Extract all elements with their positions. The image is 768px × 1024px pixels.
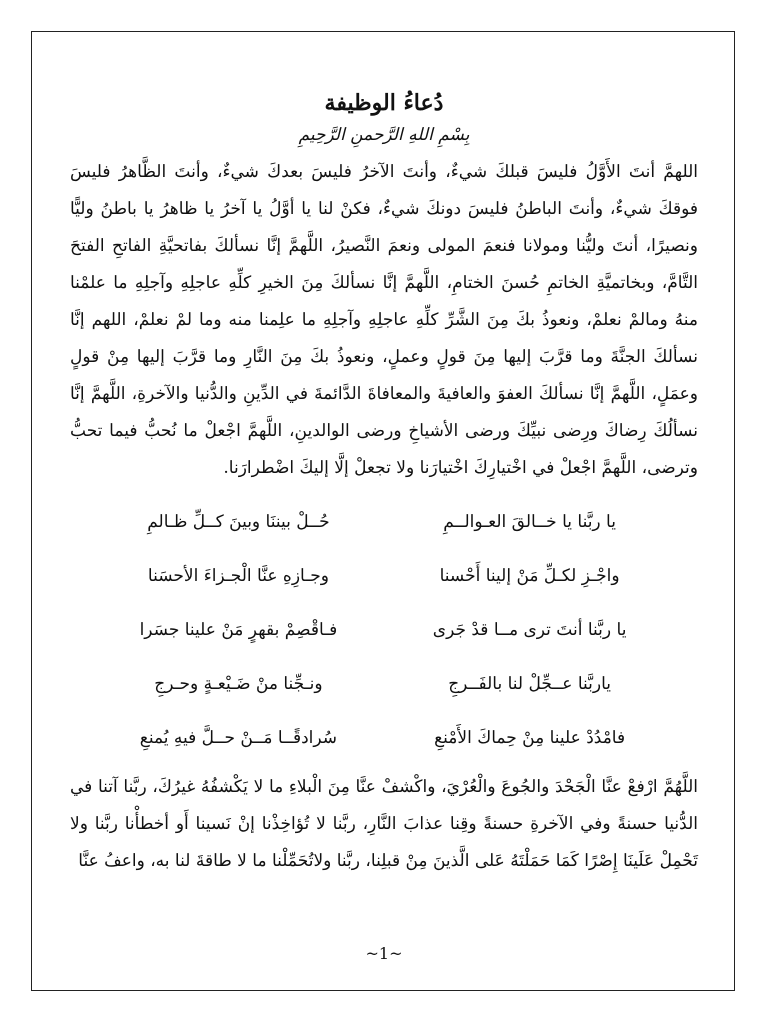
poem-hemistich-left: ونـجِّنا منْ ضَـيْعـةٍ وحـرجِ [154, 674, 323, 694]
poem-hemistich-right: يا ربَّنا أنتَ ترى مــا قدْ جَرى [432, 620, 627, 640]
poem-line [104, 549, 664, 603]
poem-hemistich-right: يا ربَّنا يا خــالقَ العـوالــمِ [443, 512, 616, 532]
poem-line [104, 495, 664, 549]
poem-hemistich-right: ياربَّنا عــجِّلْ لنا بالفَــرجِ [448, 674, 612, 694]
page-number: ~1~ [365, 944, 403, 963]
poem-line [104, 711, 664, 765]
document-body [70, 88, 698, 880]
poem [104, 495, 664, 765]
basmala: بِسْمِ اللهِ الرَّحمنِ الرَّحِيمِ [298, 125, 470, 145]
poem-hemistich-left: حُــلْ بيننَا وبينَ كــلِّ ظـالمِ [147, 512, 330, 532]
poem-hemistich-left: وجـازِهِ عنَّا الْجـزاءَ الأحسَنا [147, 566, 329, 586]
poem-line [104, 657, 664, 711]
poem-hemistich-left: سُرادقًــا مَــنْ حــلَّ فيهِ يُمنعِ [139, 728, 338, 748]
prayer-paragraph-1: اللهمَّ أنتَ الأَوَّلُ فليسَ قبلكَ شيءٌ، وأنتَ الآخرُ فليسَ بعدكَ شيءٌ، وأنتَ الظَّاهرُ فليسَ فوقكَ شيءٌ، وأنتَ الباطنُ فليسَ دونكَ شيءٌ، فكنْ لنا يا أوَّلُ يا آخرُ يا ظاهرُ يا باطنُ وليًّا ونصيرًا، أنتَ وليُّنا ومولانا فنعمَ المولى ونعمَ النَّصيرُ، اللَّهمَّ إنَّا نسألكَ بفاتحيَّةِ الفاتحِ الفتحَ التَّامَّ، وبخاتميَّةِ الخاتمِ حُسنَ الختامِ، اللَّهمَّ إنَّا نسألكَ مِنَ الخيرِ كلِّهِ عاجلِهِ وآجلِهِ ما علمْنا منهُ ومالمْ نعلمْ، ونعوذُ بكَ مِنَ الشَّرِّ كلِّهِ عاجلِهِ وآجلِهِ ما علِمنا منه وما لمْ نعلمْ، اللهم إنَّا نسألكَ الجنَّةَ وما قرَّبَ إليها مِنَ قولٍ وعملٍ، ونعوذُ بكَ مِنَ النَّارِ وما قرَّبَ إليها مِنْ قولٍ وعمَلٍ، اللَّهمَّ إنَّا نسألكَ العفوَ والعافيةَ والمعافاةَ الدَّائمةَ في الدِّينِ والدُّنيا والآخرةِ، اللَّهمَّ إنَّا نسألُكَ رِضاكَ ورِضى نبيِّكَ ورضى الأشياخِ ورضى الوالدينِ، اللَّهمَّ اجْعلْ ما نُحبُّ فيما تحبُّ وترضى، اللَّهمَّ اجْعلْ في اخْتيارِكَ اخْتيارَنا ولا تجعلْ إلَّا إليكَ اضْطرارَنا. [70, 162, 698, 478]
page-title: دُعاءُ الوظيفة [324, 90, 444, 116]
poem-hemistich-right: واجْـزِ لكـلِّ مَنْ إلينا أَحْسنا [439, 566, 620, 586]
poem-hemistich-right: فامْدُدْ علينا مِنْ حِماكَ الأَمْنعِ [434, 728, 626, 748]
poem-line [104, 603, 664, 657]
prayer-paragraph-2: اللَّهُمَّ ارْفعْ عنَّا الْجَحْدَ والجُوعَ والْعُرْيَ، واكْشفْ عنَّا مِنَ الْبلاءِ ما لا يَكْشفُهُ غيرُكَ، ربَّنا آتنا في الدُّنيا حسنةً وفي الآخرةِ حسنةً وقِنا عذابَ النَّارِ، ربَّنا لا تُؤاخِذْنا إنْ نَسينا أَو أخطأْنا ربَّنا ولا تَحْمِلْ عَلَينَا إِصْرًا كَمَا حَمَلْتَهُ عَلى الَّذينَ مِنْ قبلِنا، ربَّنا ولاتُحَمِّلْنا ما لا طاقةَ لنا به، واعفُ عنَّا [70, 777, 698, 871]
poem-hemistich-left: فـاقْصِمْ بقهرٍ مَنْ علينا جسَرا [139, 620, 338, 640]
